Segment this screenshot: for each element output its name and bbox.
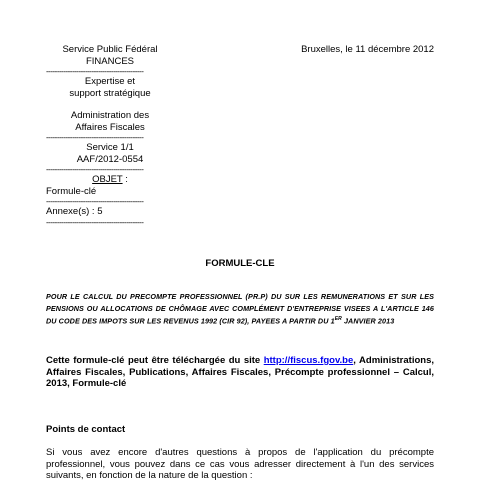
document-date: Bruxelles, le 11 décembre 2012 xyxy=(301,44,434,55)
fiscus-link[interactable]: http://fiscus.fgov.be xyxy=(263,355,354,366)
reference-number: AAF/2012-0554 xyxy=(76,153,144,165)
objet-colon: : xyxy=(122,174,128,185)
separator: --------------------------------------------- xyxy=(46,217,144,227)
document-title: FORMULE-CLE xyxy=(205,258,275,269)
objet-line xyxy=(46,174,174,186)
org-name: Service Public Fédéral xyxy=(62,44,158,55)
admin-line1: Administration des xyxy=(70,110,150,121)
dept-line1: Expertise et xyxy=(84,76,136,87)
contact-heading: Points de contact xyxy=(46,424,126,435)
admin-line2: Affaires Fiscales xyxy=(75,121,145,133)
letterhead xyxy=(46,44,174,227)
separator: --------------------------------------------- xyxy=(46,67,144,76)
annexes: Annexe(s) : 5 xyxy=(46,206,103,217)
service-label: Service 1/1 xyxy=(86,142,134,153)
document-subtitle xyxy=(46,291,434,327)
download-paragraph xyxy=(46,355,434,390)
subtitle-main: POUR LE CALCUL DU PRECOMPTE PROFESSIONNEL (PR.P) DU SUR LES REMUNERATIONS ET SUR LES PENSIONS OU ALLOCATIONS DE CHÔMAGE AVEC COMPLÉMENT D'ENTREPRISE VISEES A L'ARTICLE 146 DU CODE DES IMPOTS SUR LES REVENUS 1992 (CIR 92), PAYEES A PARTIR DU 1 xyxy=(46,292,434,326)
separator: --------------------------------------------- xyxy=(46,165,144,174)
objet-label: OBJET xyxy=(92,174,123,185)
separator: --------------------------------------------- xyxy=(46,197,144,206)
subtitle-superscript: ER xyxy=(334,316,342,322)
subtitle-end: JANVIER 2013 xyxy=(341,316,395,326)
separator: --------------------------------------------- xyxy=(46,133,144,142)
contact-paragraph: Si vous avez encore d'autres questions à propos de l'application du précompte professionnel, vous pouvez dans ce cas vous adresser directement à l'un des services suivants, en fonction de la nature de la question : xyxy=(46,447,434,481)
org-ministry: FINANCES xyxy=(85,55,135,67)
download-text-after: , Administrations, Affaires Fiscales, Publications, Affaires Fiscales, Précompte professionnel – Calcul, 2013, Formule-clé xyxy=(46,355,434,389)
dept-line2: support stratégique xyxy=(69,87,151,99)
objet-value: Formule-clé xyxy=(46,185,97,197)
download-text-before: Cette formule-clé peut être téléchargée du site xyxy=(46,355,264,366)
